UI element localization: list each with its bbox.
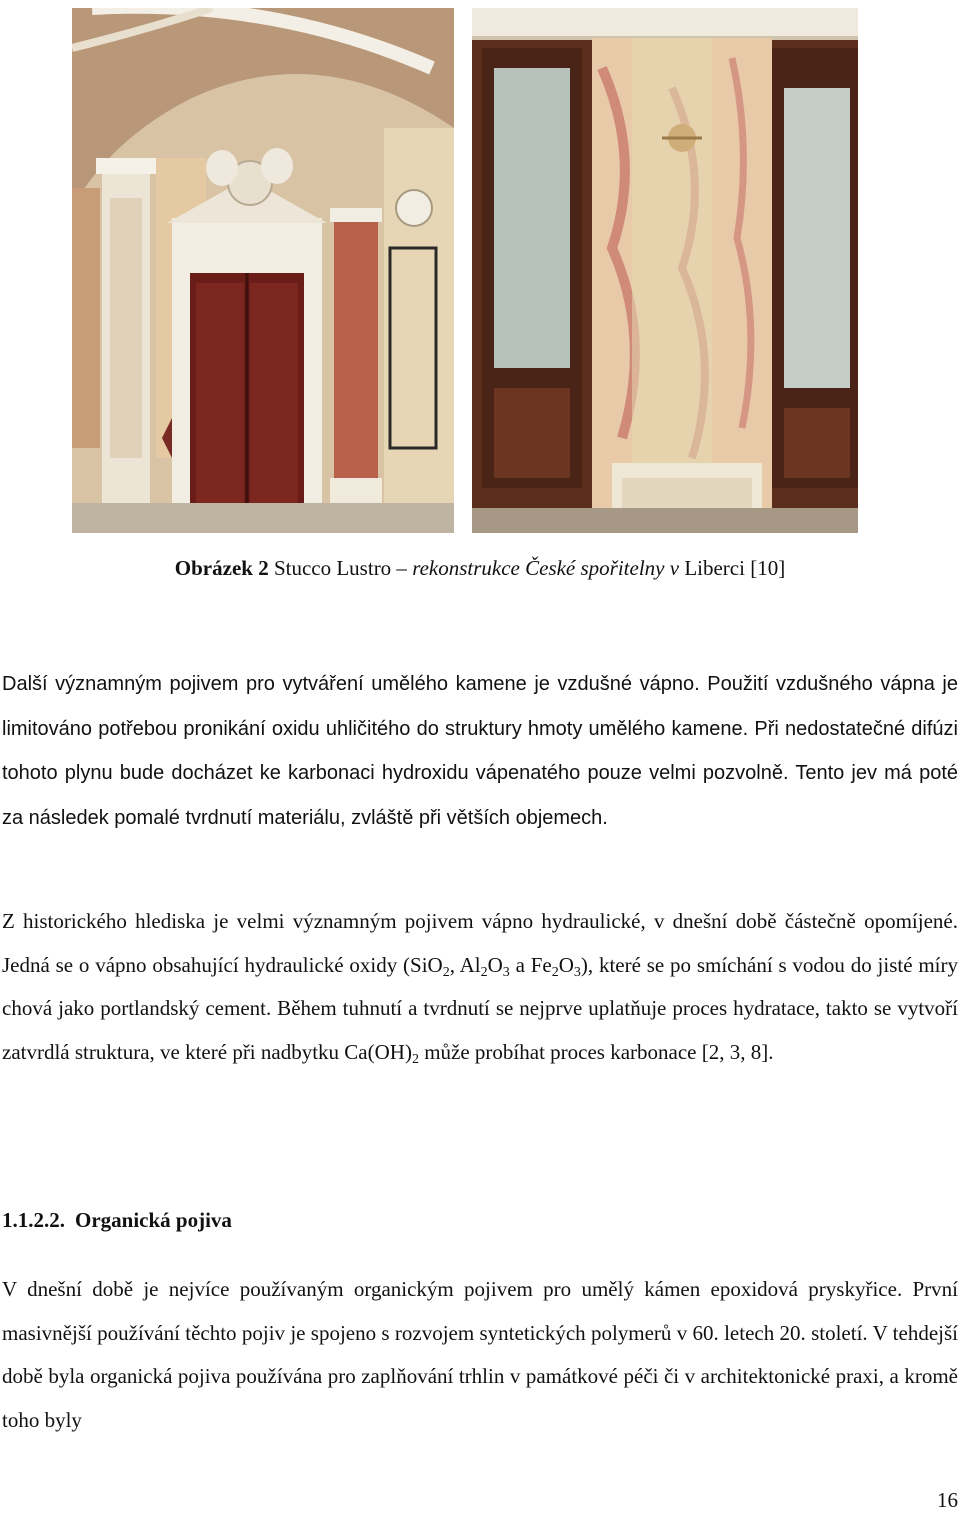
- paragraph-air-lime: [2, 662, 958, 840]
- paragraph-text: ), které se po smíchání s vodou do jisté míry chová jako portlandský cement. Během tuhnutí a tvrdnutí se nejprve uplatňuje proces hydratace, takto se vytvoří zatvrdlá struktura, ve které při nadbytku Ca(OH): [2, 952, 959, 1064]
- subscript: 2: [551, 964, 559, 980]
- subscript: 3: [573, 964, 581, 980]
- paragraph-organic-binders: [2, 1268, 958, 1442]
- subscript: 2: [480, 964, 488, 980]
- caption-text-end: Liberci [10]: [679, 556, 786, 580]
- paragraph-text: , Al: [449, 952, 481, 977]
- subscript: 2: [442, 964, 450, 980]
- paragraph-text: V dnešní době je nejvíce používaným organickým pojivem pro umělý kámen epoxidová pryskyřice. První masivnější používání těchto pojiv je spojeno s rozvojem syntetických polymerů v 60. letech 20. století. V tehdejší době byla organická pojiva používána pro zaplňování trhlin v památkové péči či v architektonické praxi, a kromě toho byly: [2, 1277, 958, 1432]
- subscript: 3: [502, 964, 510, 980]
- paragraph-text: O: [558, 952, 574, 977]
- section-number: 1.1.2.2.: [2, 1208, 65, 1232]
- photo-lustro-pillar: [472, 8, 858, 533]
- caption-text-italic: rekonstrukce České spořitelny v: [412, 556, 680, 580]
- page-number: 16: [937, 1488, 958, 1512]
- paragraph-text: Z historického hlediska je velmi významným pojivem vápno hydraulické, v dnešní době částečně opomíjené. Jedná se o vápno obsahující hydraulické oxidy (SiO: [2, 909, 958, 977]
- subscript: 2: [411, 1051, 419, 1067]
- paragraph-text: může probíhat proces karbonace [2, 3, 8].: [418, 1039, 774, 1064]
- paragraph-text: Další významným pojivem pro vytváření umělého kamene je vzdušné vápno. Použití vzdušného vápna je limitováno potřebou pronikání oxidu uhličitého do struktury hmoty umělého kamene. Při nedostatečné difúzi tohoto plynu bude docházet ke karbonaci hydroxidu vápenatého pouze velmi pozvolně. Tento jev má poté za následek pomalé tvrdnutí materiálu, zvláště při větších objemech.: [2, 673, 958, 829]
- paragraph-text: O: [487, 952, 503, 977]
- section-heading: [2, 1208, 242, 1233]
- section-title: Organická pojiva: [75, 1208, 232, 1232]
- paragraph-hydraulic-lime: [2, 900, 958, 1074]
- figure-caption: [0, 556, 960, 581]
- paragraph-text: a Fe: [509, 952, 552, 977]
- caption-label: Obrázek 2: [174, 556, 269, 580]
- photo-interior-door: [72, 8, 454, 533]
- caption-text: Stucco Lustro –: [273, 556, 413, 580]
